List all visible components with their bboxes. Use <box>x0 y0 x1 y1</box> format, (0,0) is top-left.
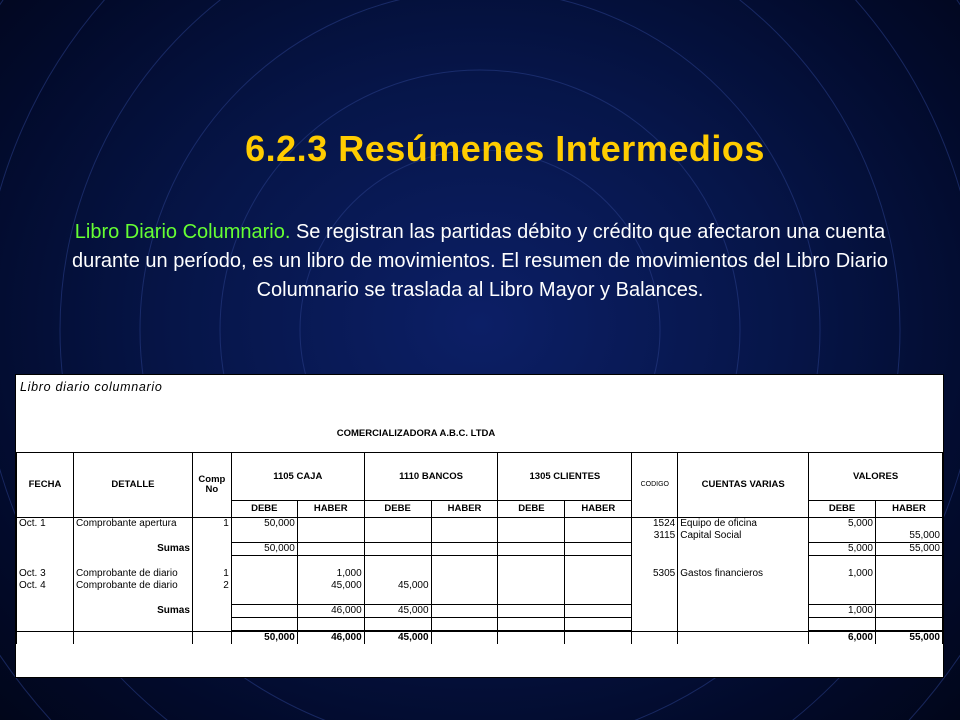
cell-ban-h <box>431 618 498 632</box>
cell-ban-h <box>431 568 498 580</box>
cell-detalle <box>73 618 192 632</box>
table-row <box>17 530 943 543</box>
cell-val-d <box>809 530 876 543</box>
cell-codigo: 1524 <box>632 518 678 531</box>
cell-val-h: 55,000 <box>875 631 942 644</box>
cell-cuenta <box>678 592 809 605</box>
col-valores: VALORES <box>809 453 943 501</box>
cell-caja-d <box>231 530 297 543</box>
company-name: COMERCIALIZADORA A.B.C. LTDA <box>336 428 496 439</box>
cell-val-h <box>875 618 942 632</box>
cell-caja-h <box>297 530 364 543</box>
cell-caja-h <box>297 543 364 556</box>
cell-cli-d <box>498 592 565 605</box>
caja-debe-header: DEBE <box>231 501 297 518</box>
header-row <box>17 453 943 501</box>
highlight-text: Libro Diario Columnario. <box>74 221 291 243</box>
cell-caja-h <box>297 592 364 605</box>
cell-cli-h <box>565 556 632 569</box>
cell-cli-h <box>565 631 632 644</box>
cell-cuenta <box>678 556 809 569</box>
cell-cuenta <box>678 618 809 632</box>
cell-caja-h: 46,000 <box>297 605 364 618</box>
cell-caja-d <box>231 568 297 580</box>
cell-cuenta: Equipo de oficina <box>678 518 809 531</box>
cell-caja-h: 46,000 <box>297 631 364 644</box>
cell-ban-d <box>364 556 431 569</box>
slide-body-text <box>40 218 920 305</box>
bancos-haber-header: HABER <box>431 501 498 518</box>
cell-detalle: Comprobante de diario <box>73 568 192 580</box>
cell-ban-d <box>364 592 431 605</box>
sheet-caption: Libro diario columnario <box>20 380 163 394</box>
col-caja: 1105 CAJA <box>231 453 364 501</box>
cell-caja-d <box>231 556 297 569</box>
cell-cuenta <box>678 543 809 556</box>
table-row <box>17 568 943 580</box>
cell-detalle <box>73 592 192 605</box>
cell-codigo: 3115 <box>632 530 678 543</box>
cell-cli-h <box>565 605 632 618</box>
col-clientes: 1305 CLIENTES <box>498 453 632 501</box>
cell-caja-d: 50,000 <box>231 518 297 531</box>
col-bancos: 1110 BANCOS <box>364 453 498 501</box>
cell-comp <box>192 556 231 569</box>
cell-fecha <box>17 556 74 569</box>
cell-val-h <box>875 568 942 580</box>
col-detalle: DETALLE <box>73 453 192 518</box>
table-row <box>17 518 943 531</box>
cell-val-d <box>809 592 876 605</box>
cell-cli-d <box>498 543 565 556</box>
cell-caja-h: 45,000 <box>297 580 364 592</box>
cell-val-h <box>875 580 942 592</box>
cell-val-d: 1,000 <box>809 605 876 618</box>
clientes-haber-header: HABER <box>565 501 632 518</box>
body-text: Se registran las partidas débito y crédito que afectaron una cuenta durante un período, es un libro de movimientos. El resumen de movimientos del Libro Diario Columnario se traslada al Libro Mayor y Balances. <box>72 221 888 301</box>
cell-ban-h <box>431 543 498 556</box>
cell-caja-d <box>231 592 297 605</box>
cell-cli-d <box>498 618 565 632</box>
cell-caja-h <box>297 556 364 569</box>
cell-cli-h <box>565 543 632 556</box>
cell-comp <box>192 543 231 556</box>
cell-cli-h <box>565 580 632 592</box>
cell-ban-h <box>431 556 498 569</box>
cell-cli-h <box>565 592 632 605</box>
cell-cuenta <box>678 605 809 618</box>
cell-comp <box>192 530 231 543</box>
valores-debe-header: DEBE <box>809 501 876 518</box>
cell-cuenta: Capital Social <box>678 530 809 543</box>
cell-detalle <box>73 530 192 543</box>
cell-codigo: 5305 <box>632 568 678 580</box>
cell-detalle <box>73 631 192 644</box>
cell-val-d <box>809 556 876 569</box>
cell-val-d: 5,000 <box>809 543 876 556</box>
cell-cli-h <box>565 568 632 580</box>
cell-ban-d <box>364 618 431 632</box>
valores-haber-header: HABER <box>875 501 942 518</box>
cell-detalle: Comprobante apertura <box>73 518 192 531</box>
cell-ban-d <box>364 530 431 543</box>
table-row <box>17 618 943 632</box>
cell-caja-d: 50,000 <box>231 543 297 556</box>
cell-codigo <box>632 556 678 569</box>
cell-val-d: 5,000 <box>809 518 876 531</box>
cell-codigo <box>632 580 678 592</box>
cell-ban-d: 45,000 <box>364 580 431 592</box>
table-row <box>17 543 943 556</box>
cell-cuenta <box>678 631 809 644</box>
table-row <box>17 556 943 569</box>
cell-cuenta: Gastos financieros <box>678 568 809 580</box>
ledger-table <box>16 452 943 644</box>
cell-val-d <box>809 618 876 632</box>
cell-fecha: Oct. 3 <box>17 568 74 580</box>
cell-val-h: 55,000 <box>875 543 942 556</box>
ledger-sheet <box>15 374 944 678</box>
cell-cli-d <box>498 556 565 569</box>
cell-ban-h <box>431 530 498 543</box>
cell-caja-h: 1,000 <box>297 568 364 580</box>
cell-fecha <box>17 618 74 632</box>
cell-fecha <box>17 631 74 644</box>
col-fecha: FECHA <box>17 453 74 518</box>
cell-cli-d <box>498 631 565 644</box>
cell-codigo <box>632 543 678 556</box>
col-comp: Comp No <box>192 453 231 518</box>
cell-caja-h <box>297 618 364 632</box>
cell-cli-h <box>565 518 632 531</box>
cell-cli-h <box>565 618 632 632</box>
cell-val-h <box>875 556 942 569</box>
cell-cli-d <box>498 568 565 580</box>
cell-comp <box>192 592 231 605</box>
caja-haber-header: HABER <box>297 501 364 518</box>
cell-cli-d <box>498 518 565 531</box>
table-row <box>17 631 943 644</box>
cell-cli-d <box>498 605 565 618</box>
cell-caja-h <box>297 518 364 531</box>
cell-codigo <box>632 618 678 632</box>
col-cuentas-varias: CUENTAS VARIAS <box>678 453 809 518</box>
cell-val-d: 6,000 <box>809 631 876 644</box>
cell-ban-d <box>364 568 431 580</box>
cell-cli-h <box>565 530 632 543</box>
cell-ban-d <box>364 518 431 531</box>
cell-val-h <box>875 518 942 531</box>
cell-codigo <box>632 592 678 605</box>
cell-ban-d <box>364 543 431 556</box>
cell-detalle <box>73 556 192 569</box>
cell-caja-d <box>231 618 297 632</box>
cell-fecha <box>17 592 74 605</box>
cell-comp <box>192 618 231 632</box>
cell-codigo <box>632 605 678 618</box>
cell-comp: 1 <box>192 568 231 580</box>
cell-ban-h <box>431 605 498 618</box>
cell-val-h: 55,000 <box>875 530 942 543</box>
cell-val-h <box>875 592 942 605</box>
cell-caja-d <box>231 605 297 618</box>
table-row <box>17 580 943 592</box>
cell-cli-d <box>498 580 565 592</box>
cell-ban-h <box>431 518 498 531</box>
cell-cuenta <box>678 580 809 592</box>
col-codigo: CODIGO <box>632 453 678 518</box>
cell-fecha <box>17 543 74 556</box>
cell-fecha: Oct. 4 <box>17 580 74 592</box>
cell-fecha <box>17 605 74 618</box>
cell-detalle: Sumas <box>73 605 192 618</box>
cell-comp: 2 <box>192 580 231 592</box>
cell-val-d <box>809 580 876 592</box>
bancos-debe-header: DEBE <box>364 501 431 518</box>
cell-detalle: Sumas <box>73 543 192 556</box>
ledger-body <box>17 518 943 645</box>
cell-comp <box>192 605 231 618</box>
cell-caja-d: 50,000 <box>231 631 297 644</box>
cell-detalle: Comprobante de diario <box>73 580 192 592</box>
cell-comp <box>192 631 231 644</box>
cell-val-d: 1,000 <box>809 568 876 580</box>
cell-fecha: Oct. 1 <box>17 518 74 531</box>
clientes-debe-header: DEBE <box>498 501 565 518</box>
cell-cli-d <box>498 530 565 543</box>
cell-ban-h <box>431 631 498 644</box>
cell-ban-d: 45,000 <box>364 631 431 644</box>
slide-title: 6.2.3 Resúmenes Intermedios <box>245 128 765 169</box>
cell-ban-h <box>431 592 498 605</box>
cell-ban-h <box>431 580 498 592</box>
cell-fecha <box>17 530 74 543</box>
table-row <box>17 592 943 605</box>
cell-caja-d <box>231 580 297 592</box>
table-row <box>17 605 943 618</box>
cell-val-h <box>875 605 942 618</box>
cell-codigo <box>632 631 678 644</box>
cell-comp: 1 <box>192 518 231 531</box>
cell-ban-d: 45,000 <box>364 605 431 618</box>
